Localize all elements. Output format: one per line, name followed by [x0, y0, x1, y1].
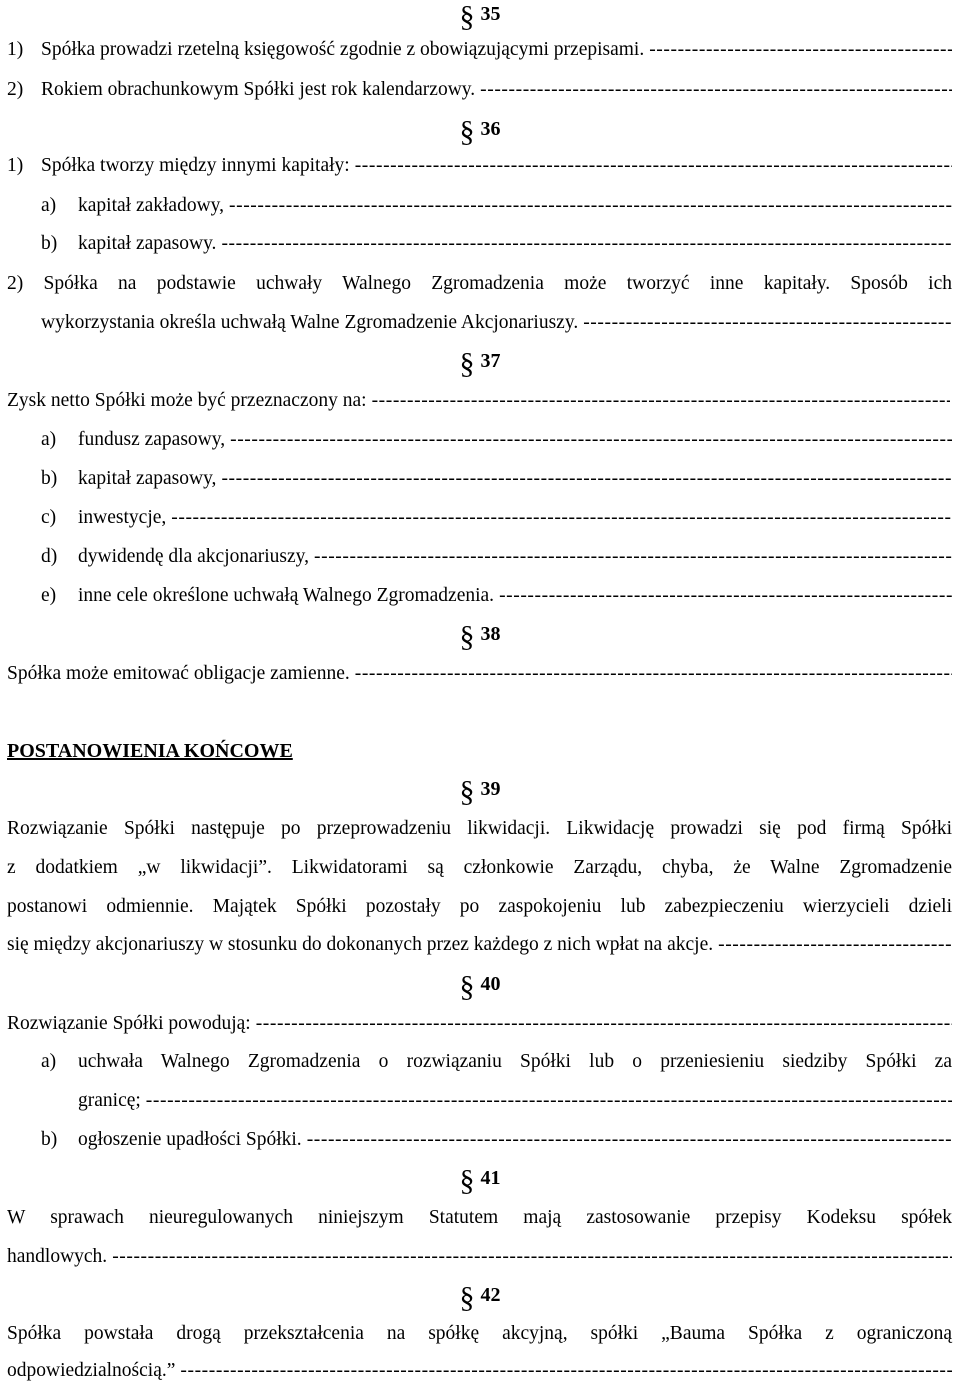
paragraph-36-2-line-2: wykorzystania określa uchwałą Walne Zgromadzenie Akcjonariuszy. ----- — [41, 310, 952, 336]
section-heading-41: § 41 — [459, 1164, 501, 1197]
paragraph-38: Spółka może emitować obligacje zamienne. ----- — [7, 661, 952, 687]
list-item-37-e: e) inne cele określone uchwałą Walnego Zgromadzenia. ----- — [41, 583, 952, 609]
paragraph-36-1: 1) Spółka tworzy między innymi kapitały: ----- — [7, 153, 952, 179]
dash-filler — [221, 466, 952, 492]
section-heading-39: § 39 — [459, 775, 501, 808]
dash-filler — [221, 231, 952, 257]
list-item-36-b: b) kapitał zapasowy. ----- — [41, 231, 952, 257]
list-item-37-b: b) kapitał zapasowy, ----- — [41, 466, 952, 492]
dash-filler — [307, 1127, 952, 1153]
paragraph-40-intro: Rozwiązanie Spółki powodują: ----- — [7, 1011, 952, 1037]
paragraph-39-line-1: Rozwiązanie Spółki następuje po przeprowadzeniu likwidacji. Likwidację prowadzi się pod firmą Spółki — [7, 818, 952, 839]
dash-filler — [256, 1011, 952, 1037]
paragraph-41-line-2: handlowych. ----- — [7, 1244, 952, 1270]
paragraph-35-2: 2) Rokiem obrachunkowym Spółki jest rok kalendarzowy. ----- — [7, 77, 952, 103]
section-heading-40: § 40 — [459, 970, 501, 1003]
dash-filler — [718, 932, 952, 958]
section-symbol: § — [459, 0, 475, 33]
paragraph-35-1: 1) Spółka prowadzi rzetelną księgowość zgodnie z obowiązującymi przepisami. ----- — [7, 37, 952, 63]
dash-filler — [314, 544, 952, 570]
section-heading-38: § 38 — [459, 620, 501, 653]
dash-filler — [112, 1244, 952, 1270]
paragraph-41-line-1: W sprawach nieuregulowanych niniejszym Statutem mają zastosowanie przepisy Kodeksu spółek — [7, 1207, 952, 1228]
dash-filler — [230, 427, 952, 453]
list-item-37-c: c) inwestycje, ----- — [41, 505, 952, 531]
dash-filler — [171, 505, 952, 531]
dash-filler — [355, 153, 952, 179]
list-item-40-b: b) ogłoszenie upadłości Spółki. ----- — [41, 1127, 952, 1153]
paragraph-42-line-1: Spółka powstała drogą przekształcenia na spółkę akcyjną, spółki „Bauma Spółka z ograniczoną — [7, 1323, 952, 1344]
dash-filler — [180, 1358, 952, 1384]
list-item-40-a-line-1: a) uchwała Walnego Zgromadzenia o rozwiązaniu Spółki lub o przeniesieniu siedziby Spółki za — [41, 1051, 952, 1072]
paragraph-36-2-line-1: 2) Spółka na podstawie uchwały Walnego Zgromadzenia może tworzyć inne kapitały. Sposób ich — [7, 273, 952, 294]
paragraph-39-line-2: z dodatkiem „w likwidacji”. Likwidatorami są członkowie Zarządu, chyba, że Walne Zgromadzenie — [7, 857, 952, 878]
final-provisions-heading: POSTANOWIENIA KOŃCOWE — [7, 740, 293, 762]
dash-filler — [499, 583, 952, 609]
section-heading-42: § 42 — [459, 1281, 501, 1314]
dash-filler — [355, 661, 952, 687]
dash-filler — [229, 193, 952, 219]
dash-filler — [583, 310, 952, 336]
dash-filler — [372, 388, 950, 414]
paragraph-39-line-4: się między akcjonariuszy w stosunku do dokonanych przez każdego z nich wpłat na akcje. ----- — [7, 932, 952, 958]
dash-filler — [480, 77, 952, 103]
section-heading-35: § 35 — [459, 0, 501, 33]
list-item-40-a-line-2: granicę; ----- — [78, 1088, 952, 1114]
paragraph-39-line-3: postanowi odmiennie. Majątek Spółki pozostały po zaspokojeniu lub zabezpieczeniu wierzycieli dzieli — [7, 896, 952, 917]
paragraph-42-line-2: odpowiedzialnością.” ----- — [7, 1358, 952, 1384]
dash-filler — [146, 1088, 952, 1114]
section-heading-36: § 36 — [459, 115, 501, 148]
list-item-37-a: a) fundusz zapasowy, ----- — [41, 427, 952, 453]
section-heading-37: § 37 — [459, 347, 501, 380]
dash-filler — [649, 37, 952, 63]
paragraph-37-intro: Zysk netto Spółki może być przeznaczony na: ----- — [7, 388, 950, 414]
list-item-36-a: a) kapitał zakładowy, ----- — [41, 193, 952, 219]
list-item-37-d: d) dywidendę dla akcjonariuszy, ----- — [41, 544, 952, 570]
